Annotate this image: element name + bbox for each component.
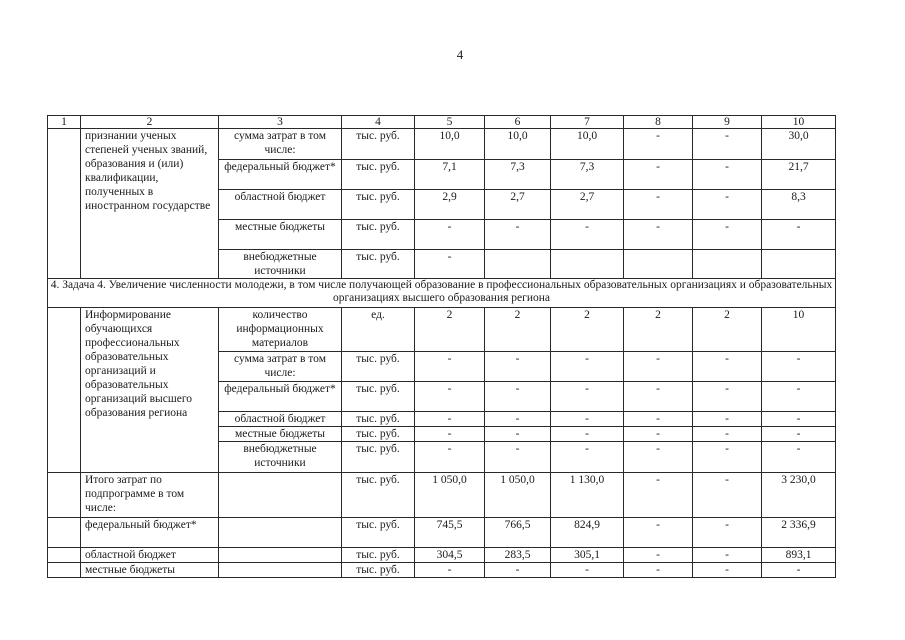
value-cell: - — [762, 563, 836, 578]
value-cell: - — [415, 352, 485, 382]
unit-cell: тыс. руб. — [342, 190, 415, 220]
value-cell: - — [693, 548, 762, 563]
totals-row — [48, 518, 836, 548]
value-cell: 2 — [485, 308, 551, 352]
value-cell: - — [624, 190, 693, 220]
value-cell: 2 — [551, 308, 624, 352]
value-cell: 30,0 — [762, 129, 836, 160]
totals-label: Итого затрат по подпрограмме в том числе: — [81, 473, 219, 518]
measure-name-cell: Информирование обучающихся профессиональных образовательных организаций и образовательных организаций высшего образования региона — [81, 308, 219, 473]
indicator-cell: местные бюджеты — [219, 427, 342, 442]
row-number-cell — [48, 308, 81, 473]
value-cell: - — [762, 412, 836, 427]
value-cell: - — [624, 518, 693, 548]
unit-cell: тыс. руб. — [342, 563, 415, 578]
value-cell: 2 — [415, 308, 485, 352]
value-cell: - — [693, 518, 762, 548]
value-cell: 1 130,0 — [551, 473, 624, 518]
value-cell: 21,7 — [762, 160, 836, 190]
value-cell: - — [551, 563, 624, 578]
value-cell: 893,1 — [762, 548, 836, 563]
value-cell: - — [551, 427, 624, 442]
value-cell: 2,9 — [415, 190, 485, 220]
value-cell: 1 050,0 — [415, 473, 485, 518]
column-number-row — [48, 116, 836, 129]
value-cell: - — [485, 352, 551, 382]
value-cell — [762, 250, 836, 279]
value-cell — [693, 250, 762, 279]
task-title: 4. Задача 4. Увеличение численности молодежи, в том числе получающей образование в профессиональных образовательных организациях и образовательных организациях высшего образования региона — [48, 279, 836, 308]
value-cell: - — [693, 473, 762, 518]
indicator-cell: внебюджетные источники — [219, 250, 342, 279]
value-cell: 7,1 — [415, 160, 485, 190]
column-number: 6 — [485, 116, 551, 129]
value-cell: 10,0 — [415, 129, 485, 160]
value-cell: 10 — [762, 308, 836, 352]
value-cell: - — [415, 412, 485, 427]
value-cell: 745,5 — [415, 518, 485, 548]
column-number: 4 — [342, 116, 415, 129]
column-number: 7 — [551, 116, 624, 129]
value-cell: - — [485, 442, 551, 473]
value-cell: - — [485, 412, 551, 427]
unit-cell: ед. — [342, 308, 415, 352]
value-cell: - — [624, 382, 693, 412]
value-cell: 10,0 — [551, 129, 624, 160]
table-row — [48, 129, 836, 160]
measure-name-cell: признании ученых степеней ученых званий, образования и (или) квалификации, полученных в иностранном государстве — [81, 129, 219, 279]
value-cell: 2 336,9 — [762, 518, 836, 548]
indicator-cell: федеральный бюджет* — [219, 382, 342, 412]
indicator-cell — [219, 563, 342, 578]
row-number-cell — [48, 129, 81, 279]
row-number-cell — [48, 548, 81, 563]
value-cell: - — [485, 220, 551, 250]
value-cell: - — [693, 382, 762, 412]
value-cell: - — [624, 412, 693, 427]
value-cell: - — [551, 220, 624, 250]
value-cell: 7,3 — [485, 160, 551, 190]
totals-row — [48, 548, 836, 563]
column-number: 9 — [693, 116, 762, 129]
value-cell: - — [415, 220, 485, 250]
row-number-cell — [48, 563, 81, 578]
value-cell: 2,7 — [551, 190, 624, 220]
value-cell — [485, 250, 551, 279]
value-cell: - — [485, 382, 551, 412]
column-number: 8 — [624, 116, 693, 129]
indicator-cell: сумма затрат в том числе: — [219, 352, 342, 382]
value-cell: - — [762, 220, 836, 250]
row-number-cell — [48, 473, 81, 518]
value-cell: 3 230,0 — [762, 473, 836, 518]
value-cell: - — [485, 563, 551, 578]
indicator-cell — [219, 548, 342, 563]
value-cell: - — [762, 352, 836, 382]
value-cell: - — [624, 563, 693, 578]
value-cell: - — [551, 442, 624, 473]
value-cell: - — [485, 427, 551, 442]
value-cell: - — [415, 382, 485, 412]
value-cell: - — [693, 190, 762, 220]
value-cell: - — [693, 160, 762, 190]
value-cell: - — [693, 129, 762, 160]
unit-cell: тыс. руб. — [342, 548, 415, 563]
value-cell: - — [624, 442, 693, 473]
row-number-cell — [48, 518, 81, 548]
budget-table — [47, 115, 836, 578]
totals-row — [48, 473, 836, 518]
value-cell: - — [762, 382, 836, 412]
totals-label: областной бюджет — [81, 548, 219, 563]
task-row — [48, 279, 836, 308]
column-number: 10 — [762, 116, 836, 129]
value-cell: 283,5 — [485, 548, 551, 563]
value-cell: - — [693, 412, 762, 427]
unit-cell: тыс. руб. — [342, 220, 415, 250]
totals-row — [48, 563, 836, 578]
value-cell: - — [624, 220, 693, 250]
value-cell: - — [624, 427, 693, 442]
indicator-cell — [219, 473, 342, 518]
value-cell: - — [693, 563, 762, 578]
value-cell: 8,3 — [762, 190, 836, 220]
unit-cell: тыс. руб. — [342, 473, 415, 518]
indicator-cell: внебюджетные источники — [219, 442, 342, 473]
indicator-cell: местные бюджеты — [219, 220, 342, 250]
page-number: 4 — [456, 47, 464, 62]
value-cell: - — [415, 563, 485, 578]
unit-cell: тыс. руб. — [342, 427, 415, 442]
value-cell: - — [762, 442, 836, 473]
value-cell: 10,0 — [485, 129, 551, 160]
value-cell: 1 050,0 — [485, 473, 551, 518]
value-cell: - — [415, 427, 485, 442]
value-cell: - — [551, 382, 624, 412]
unit-cell: тыс. руб. — [342, 160, 415, 190]
indicator-cell — [219, 518, 342, 548]
totals-label: федеральный бюджет* — [81, 518, 219, 548]
value-cell: - — [551, 352, 624, 382]
indicator-cell: областной бюджет — [219, 190, 342, 220]
value-cell: - — [624, 473, 693, 518]
value-cell: 2,7 — [485, 190, 551, 220]
unit-cell: тыс. руб. — [342, 352, 415, 382]
value-cell: - — [624, 548, 693, 563]
indicator-cell: федеральный бюджет* — [219, 160, 342, 190]
value-cell: - — [415, 442, 485, 473]
table-row — [48, 308, 836, 352]
indicator-cell: сумма затрат в том числе: — [219, 129, 342, 160]
value-cell: 2 — [624, 308, 693, 352]
value-cell: - — [693, 352, 762, 382]
value-cell: 2 — [693, 308, 762, 352]
unit-cell: тыс. руб. — [342, 412, 415, 427]
totals-label: местные бюджеты — [81, 563, 219, 578]
value-cell: - — [693, 442, 762, 473]
unit-cell: тыс. руб. — [342, 129, 415, 160]
value-cell: 824,9 — [551, 518, 624, 548]
unit-cell: тыс. руб. — [342, 518, 415, 548]
value-cell: - — [624, 160, 693, 190]
value-cell: 305,1 — [551, 548, 624, 563]
value-cell: - — [551, 412, 624, 427]
value-cell: 304,5 — [415, 548, 485, 563]
column-number: 1 — [48, 116, 81, 129]
value-cell — [624, 250, 693, 279]
value-cell — [551, 250, 624, 279]
value-cell: - — [762, 427, 836, 442]
value-cell: - — [624, 352, 693, 382]
value-cell: 766,5 — [485, 518, 551, 548]
unit-cell: тыс. руб. — [342, 442, 415, 473]
value-cell: 7,3 — [551, 160, 624, 190]
unit-cell: тыс. руб. — [342, 382, 415, 412]
value-cell: - — [415, 250, 485, 279]
value-cell: - — [624, 129, 693, 160]
value-cell: - — [693, 427, 762, 442]
unit-cell: тыс. руб. — [342, 250, 415, 279]
indicator-cell: количество информационных материалов — [219, 308, 342, 352]
value-cell: - — [693, 220, 762, 250]
indicator-cell: областной бюджет — [219, 412, 342, 427]
column-number: 3 — [219, 116, 342, 129]
column-number: 2 — [81, 116, 219, 129]
column-number: 5 — [415, 116, 485, 129]
